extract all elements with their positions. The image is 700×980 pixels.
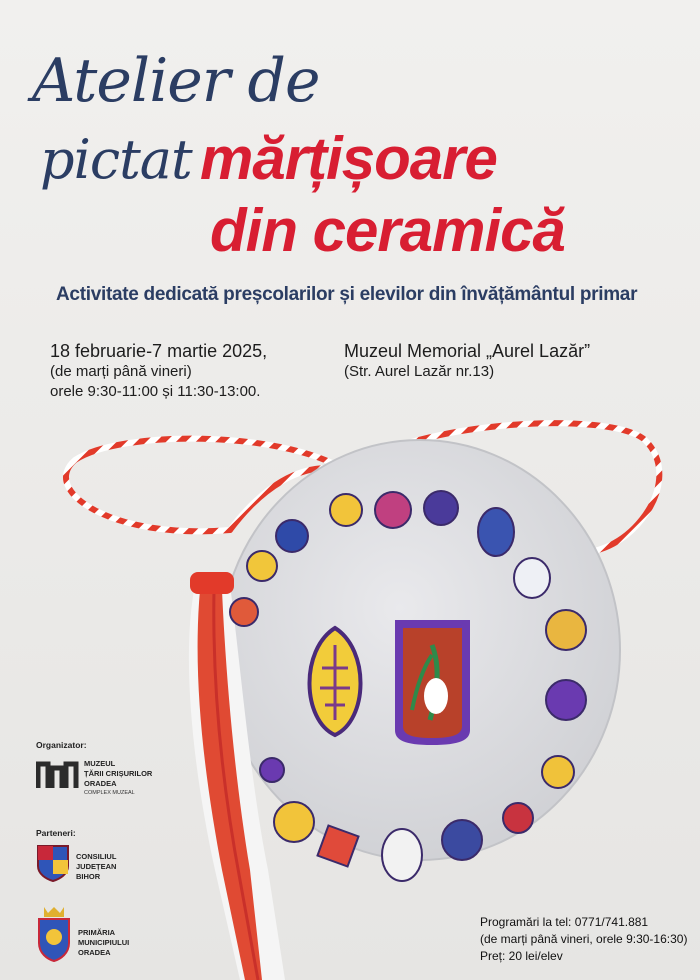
contact-phone: Programări la tel: 0771/741.881 <box>480 915 649 929</box>
organizer-label: Organizator: <box>36 740 87 750</box>
organizer-name-3: ORADEA <box>84 779 117 788</box>
bihor-coat-of-arms-icon <box>36 842 70 882</box>
contact-price: Preț: 20 lei/elev <box>480 949 563 963</box>
event-hours: orele 9:30-11:00 și 11:30-13:00. <box>50 383 261 400</box>
title-line-3: mărțișoare <box>200 125 497 192</box>
partner2-line3: ORADEA <box>78 948 111 957</box>
organizer-name-1: MUZEUL <box>84 759 116 768</box>
title-line-2: pictat <box>40 128 192 191</box>
partner2-line2: MUNICIPIULUI <box>78 938 130 947</box>
title-line-4: din ceramică <box>210 197 565 264</box>
venue-address: (Str. Aurel Lazăr nr.13) <box>344 363 495 380</box>
event-date: 18 februarie-7 martie 2025, <box>50 341 268 361</box>
snowdrop-plaque <box>395 620 470 745</box>
event-date-note: (de marți până vineri) <box>50 363 192 380</box>
subtitle: Activitate dedicată preșcolarilor și elevilor din învățământul primar <box>56 284 638 305</box>
partner1-line1: CONSILIUL <box>76 852 117 861</box>
organizer-name-2: ȚĂRII CRIȘURILOR <box>84 769 153 778</box>
contact-block <box>480 914 687 965</box>
museum-logo <box>36 758 80 792</box>
oradea-coat-of-arms-icon <box>36 905 72 963</box>
title-line-1: Atelier de <box>32 46 320 116</box>
ceramic-plate-illustration <box>0 400 700 980</box>
venue-name: Muzeul Memorial „Aurel Lazăr” <box>344 341 591 361</box>
partners-label: Parteneri: <box>36 828 76 838</box>
contact-schedule: (de marți până vineri, orele 9:30-16:30) <box>480 932 688 946</box>
organizer-name-4: COMPLEX MUZEAL <box>84 790 135 796</box>
partner1-line3: BIHOR <box>76 872 101 881</box>
partner2-line1: PRIMĂRIA <box>78 928 116 937</box>
partner1-line2: JUDEȚEAN <box>76 862 117 871</box>
